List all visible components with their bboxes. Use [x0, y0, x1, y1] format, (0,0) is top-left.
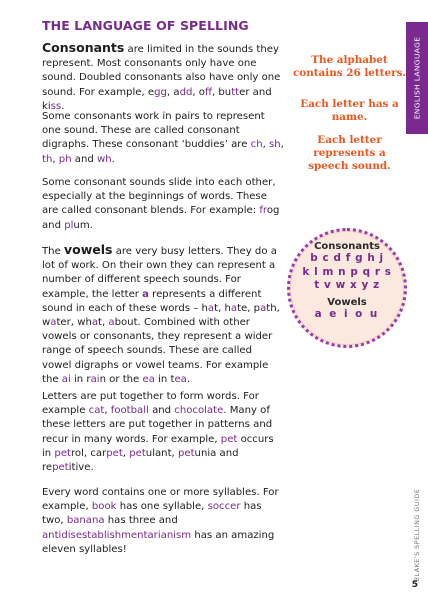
highlight: pet [54, 447, 71, 459]
text: Some consonant sounds slide into each other, especially at the beginnings of words. These are called consonant blends. For example: [42, 177, 276, 217]
page-title: THE LANGUAGE OF SPELLING [42, 18, 249, 33]
section-tab [406, 22, 428, 134]
highlight: ea [142, 373, 155, 385]
text: are limited in the sounds they represent. Most consonants only have one sound. Doubled consonants also have only one sound. For example, [42, 44, 281, 98]
highlight: pet [129, 447, 146, 459]
highlight: wh [97, 153, 112, 165]
highlight: book [91, 501, 117, 513]
highlight: gg [154, 86, 167, 98]
text: te, p [237, 302, 261, 314]
text: , [122, 447, 130, 459]
text: e [147, 86, 155, 98]
highlight: sh [269, 139, 281, 151]
highlight: ai [61, 373, 71, 385]
letters-circle-content [290, 241, 404, 321]
text: n or the [99, 373, 143, 385]
text: occurs in [42, 433, 274, 459]
text: . [111, 153, 115, 165]
text: has three and [104, 515, 178, 527]
highlight: ph [58, 153, 72, 165]
text: has two, [42, 501, 262, 527]
paragraph-vowels [42, 243, 284, 387]
book-title-text: BLAKE'S SPELLING GUIDE [413, 488, 421, 582]
term-vowels: vowels [63, 242, 113, 257]
consonant-row: k l m n p q r s [302, 265, 392, 278]
text: um. [73, 219, 93, 231]
paragraph-consonants [42, 41, 284, 114]
text: Some consonants work in pairs to represent one sound. These are called consonant digraphs. These consonant ‘buddies’ are [42, 111, 265, 151]
text: t, [98, 317, 109, 329]
paragraph-syllables [42, 486, 284, 557]
paragraph-blends [42, 176, 284, 233]
highlight: pet [106, 447, 123, 459]
consonant-row: b c d f g h j [310, 252, 384, 264]
paragraph-words [42, 390, 284, 475]
highlight: chocolate [174, 405, 224, 417]
text: og and [42, 205, 280, 231]
vowels-label: Vowels [327, 296, 367, 308]
vowel-row: a e i o u [314, 307, 380, 320]
highlight: ea [174, 373, 187, 385]
highlight: tt [231, 86, 240, 98]
text: , [280, 139, 284, 151]
highlight: th [42, 153, 53, 165]
text: Every word contains one or more syllables. For example, [42, 487, 279, 513]
text: has one syllable, [116, 501, 208, 513]
term-consonants: Consonants [42, 40, 125, 55]
aside-note-speech-sound: Each letter represents a speech sound. [308, 134, 391, 172]
text: , bu [211, 86, 232, 98]
highlight: a [260, 302, 267, 314]
highlight: a [142, 288, 149, 300]
text: , o [192, 86, 205, 98]
text: rol, car [71, 447, 107, 459]
consonants-label: Consonants [314, 241, 380, 252]
text: are very busy letters. They do a lot of work. On their own they can represent a number of different speech sounds. For example, the letter [42, 246, 277, 300]
highlight: a [108, 317, 115, 329]
text: . [61, 100, 65, 112]
text: and [71, 153, 98, 165]
text: represents a different sound in each of these words – h [42, 288, 262, 314]
text: has an amazing eleven syllables! [42, 529, 275, 555]
highlight: banana [66, 515, 105, 527]
consonant-row: t v w x y z [314, 279, 380, 291]
text: . Many of these letters are put together in patterns and recur in many words. For example, [42, 405, 273, 445]
book-title-vertical [410, 480, 424, 590]
highlight: ff [204, 86, 212, 98]
section-tab-label: ENGLISH LANGUAGE [412, 36, 422, 120]
text: The [42, 246, 64, 257]
highlight: football [110, 405, 149, 417]
highlight: ss [50, 100, 62, 112]
text: in t [154, 373, 175, 385]
highlight: a [207, 302, 215, 314]
page-number: 5 [411, 580, 418, 590]
letters-circle [287, 228, 407, 348]
highlight: pl [64, 219, 74, 231]
highlight: fr [259, 205, 267, 217]
highlight: cat [88, 405, 105, 417]
text: , [104, 405, 111, 417]
text: ulant, [145, 447, 178, 459]
highlight: soccer [207, 501, 241, 513]
text: th, w [42, 302, 280, 329]
highlight: pet [177, 447, 195, 459]
aside-note-name: Each letter has a name. [300, 98, 399, 123]
text: , [52, 153, 59, 165]
highlight: a [230, 302, 238, 314]
text: Letters are put together to form words. For example [42, 391, 259, 417]
text: itive. [68, 462, 94, 474]
text: t, h [214, 302, 231, 314]
text: , [262, 139, 270, 151]
text: . [186, 373, 191, 385]
text: er and ki [42, 86, 272, 112]
highlight: pet [52, 462, 69, 474]
text: , a [166, 86, 180, 98]
aside-note-alphabet: The alphabet contains 26 letters. [292, 54, 407, 79]
highlight: ch [250, 139, 263, 151]
text: bout. Combined with other vowels or consonants, they represent a wider range of speech sounds. These are called vowel digraphs or vowel teams. For example the [42, 317, 273, 385]
text: in r [70, 373, 91, 385]
paragraph-digraphs [42, 110, 284, 167]
highlight: a [50, 317, 57, 329]
highlight: antidisestablishmentarianism [42, 529, 192, 541]
highlight: dd [179, 86, 193, 98]
text: unia and re [42, 447, 239, 474]
highlight: a [91, 317, 99, 329]
highlight: pet [220, 433, 238, 445]
text: and [148, 405, 175, 417]
text: ter, wh [56, 317, 92, 329]
highlight: ai [90, 373, 100, 385]
